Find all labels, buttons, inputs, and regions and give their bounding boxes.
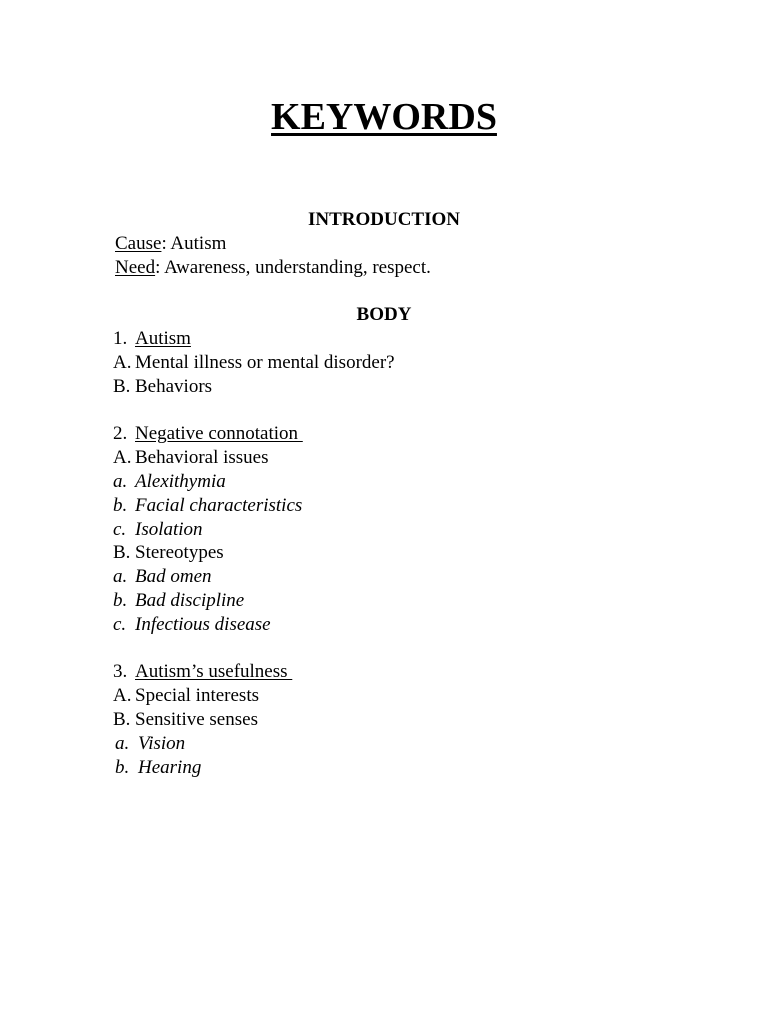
section-title-line xyxy=(113,660,292,684)
outline-item xyxy=(113,708,258,732)
outline-subitem xyxy=(113,613,271,637)
section-title: Autism xyxy=(135,328,191,349)
need-value: : Awareness, understanding, respect. xyxy=(155,257,431,278)
outline-item xyxy=(113,684,259,708)
item-text: Mental illness or mental disorder? xyxy=(135,352,395,373)
outline-item xyxy=(113,541,224,565)
item-marker: B. xyxy=(113,542,131,563)
item-text: Bad omen xyxy=(135,566,212,587)
cause-label: Cause xyxy=(115,233,162,254)
outline-subitem xyxy=(113,494,302,518)
need-label: Need xyxy=(115,257,156,278)
item-text: Behavioral issues xyxy=(135,447,269,468)
outline-subitem xyxy=(113,470,226,494)
section-number: 2. xyxy=(113,423,128,444)
item-marker: b. xyxy=(115,757,130,778)
section-title: Negative connotation xyxy=(135,423,303,444)
cause-line xyxy=(115,232,226,256)
item-text: Behaviors xyxy=(135,376,213,397)
outline-subitem xyxy=(113,589,244,613)
item-marker: c. xyxy=(113,614,127,635)
outline-subitem xyxy=(115,732,185,756)
outline-subitem xyxy=(113,518,203,542)
item-marker: A. xyxy=(113,352,132,373)
outline-item xyxy=(113,446,269,470)
item-text: Vision xyxy=(138,733,186,754)
section-title: Autism’s usefulness xyxy=(135,661,293,682)
item-marker: b. xyxy=(113,495,128,516)
item-text: Facial characteristics xyxy=(135,495,303,516)
item-text: Sensitive senses xyxy=(135,709,258,730)
item-text: Special interests xyxy=(135,685,259,706)
need-line xyxy=(115,256,431,280)
outline-item xyxy=(113,375,212,399)
item-marker: b. xyxy=(113,590,128,611)
item-marker: a. xyxy=(113,471,128,492)
item-text: Isolation xyxy=(135,519,203,540)
section-number: 3. xyxy=(113,661,128,682)
item-marker: A. xyxy=(113,685,132,706)
item-text: Hearing xyxy=(138,757,202,778)
section-title-line xyxy=(113,327,191,351)
section-title-line xyxy=(113,422,303,446)
item-marker: B. xyxy=(113,709,131,730)
cause-value: : Autism xyxy=(161,233,227,254)
item-text: Infectious disease xyxy=(135,614,271,635)
page-title: KEYWORDS xyxy=(271,96,497,138)
item-text: Stereotypes xyxy=(135,542,224,563)
item-marker: A. xyxy=(113,447,132,468)
outline-subitem xyxy=(113,565,212,589)
item-text: Bad discipline xyxy=(135,590,245,611)
item-marker: B. xyxy=(113,376,131,397)
section-number: 1. xyxy=(113,328,128,349)
body-heading: BODY xyxy=(356,304,412,325)
item-marker: a. xyxy=(115,733,130,754)
item-text: Alexithymia xyxy=(135,471,226,492)
item-marker: c. xyxy=(113,519,127,540)
introduction-heading: INTRODUCTION xyxy=(307,209,461,230)
outline-item xyxy=(113,351,395,375)
item-marker: a. xyxy=(113,566,128,587)
outline-subitem xyxy=(115,756,201,780)
